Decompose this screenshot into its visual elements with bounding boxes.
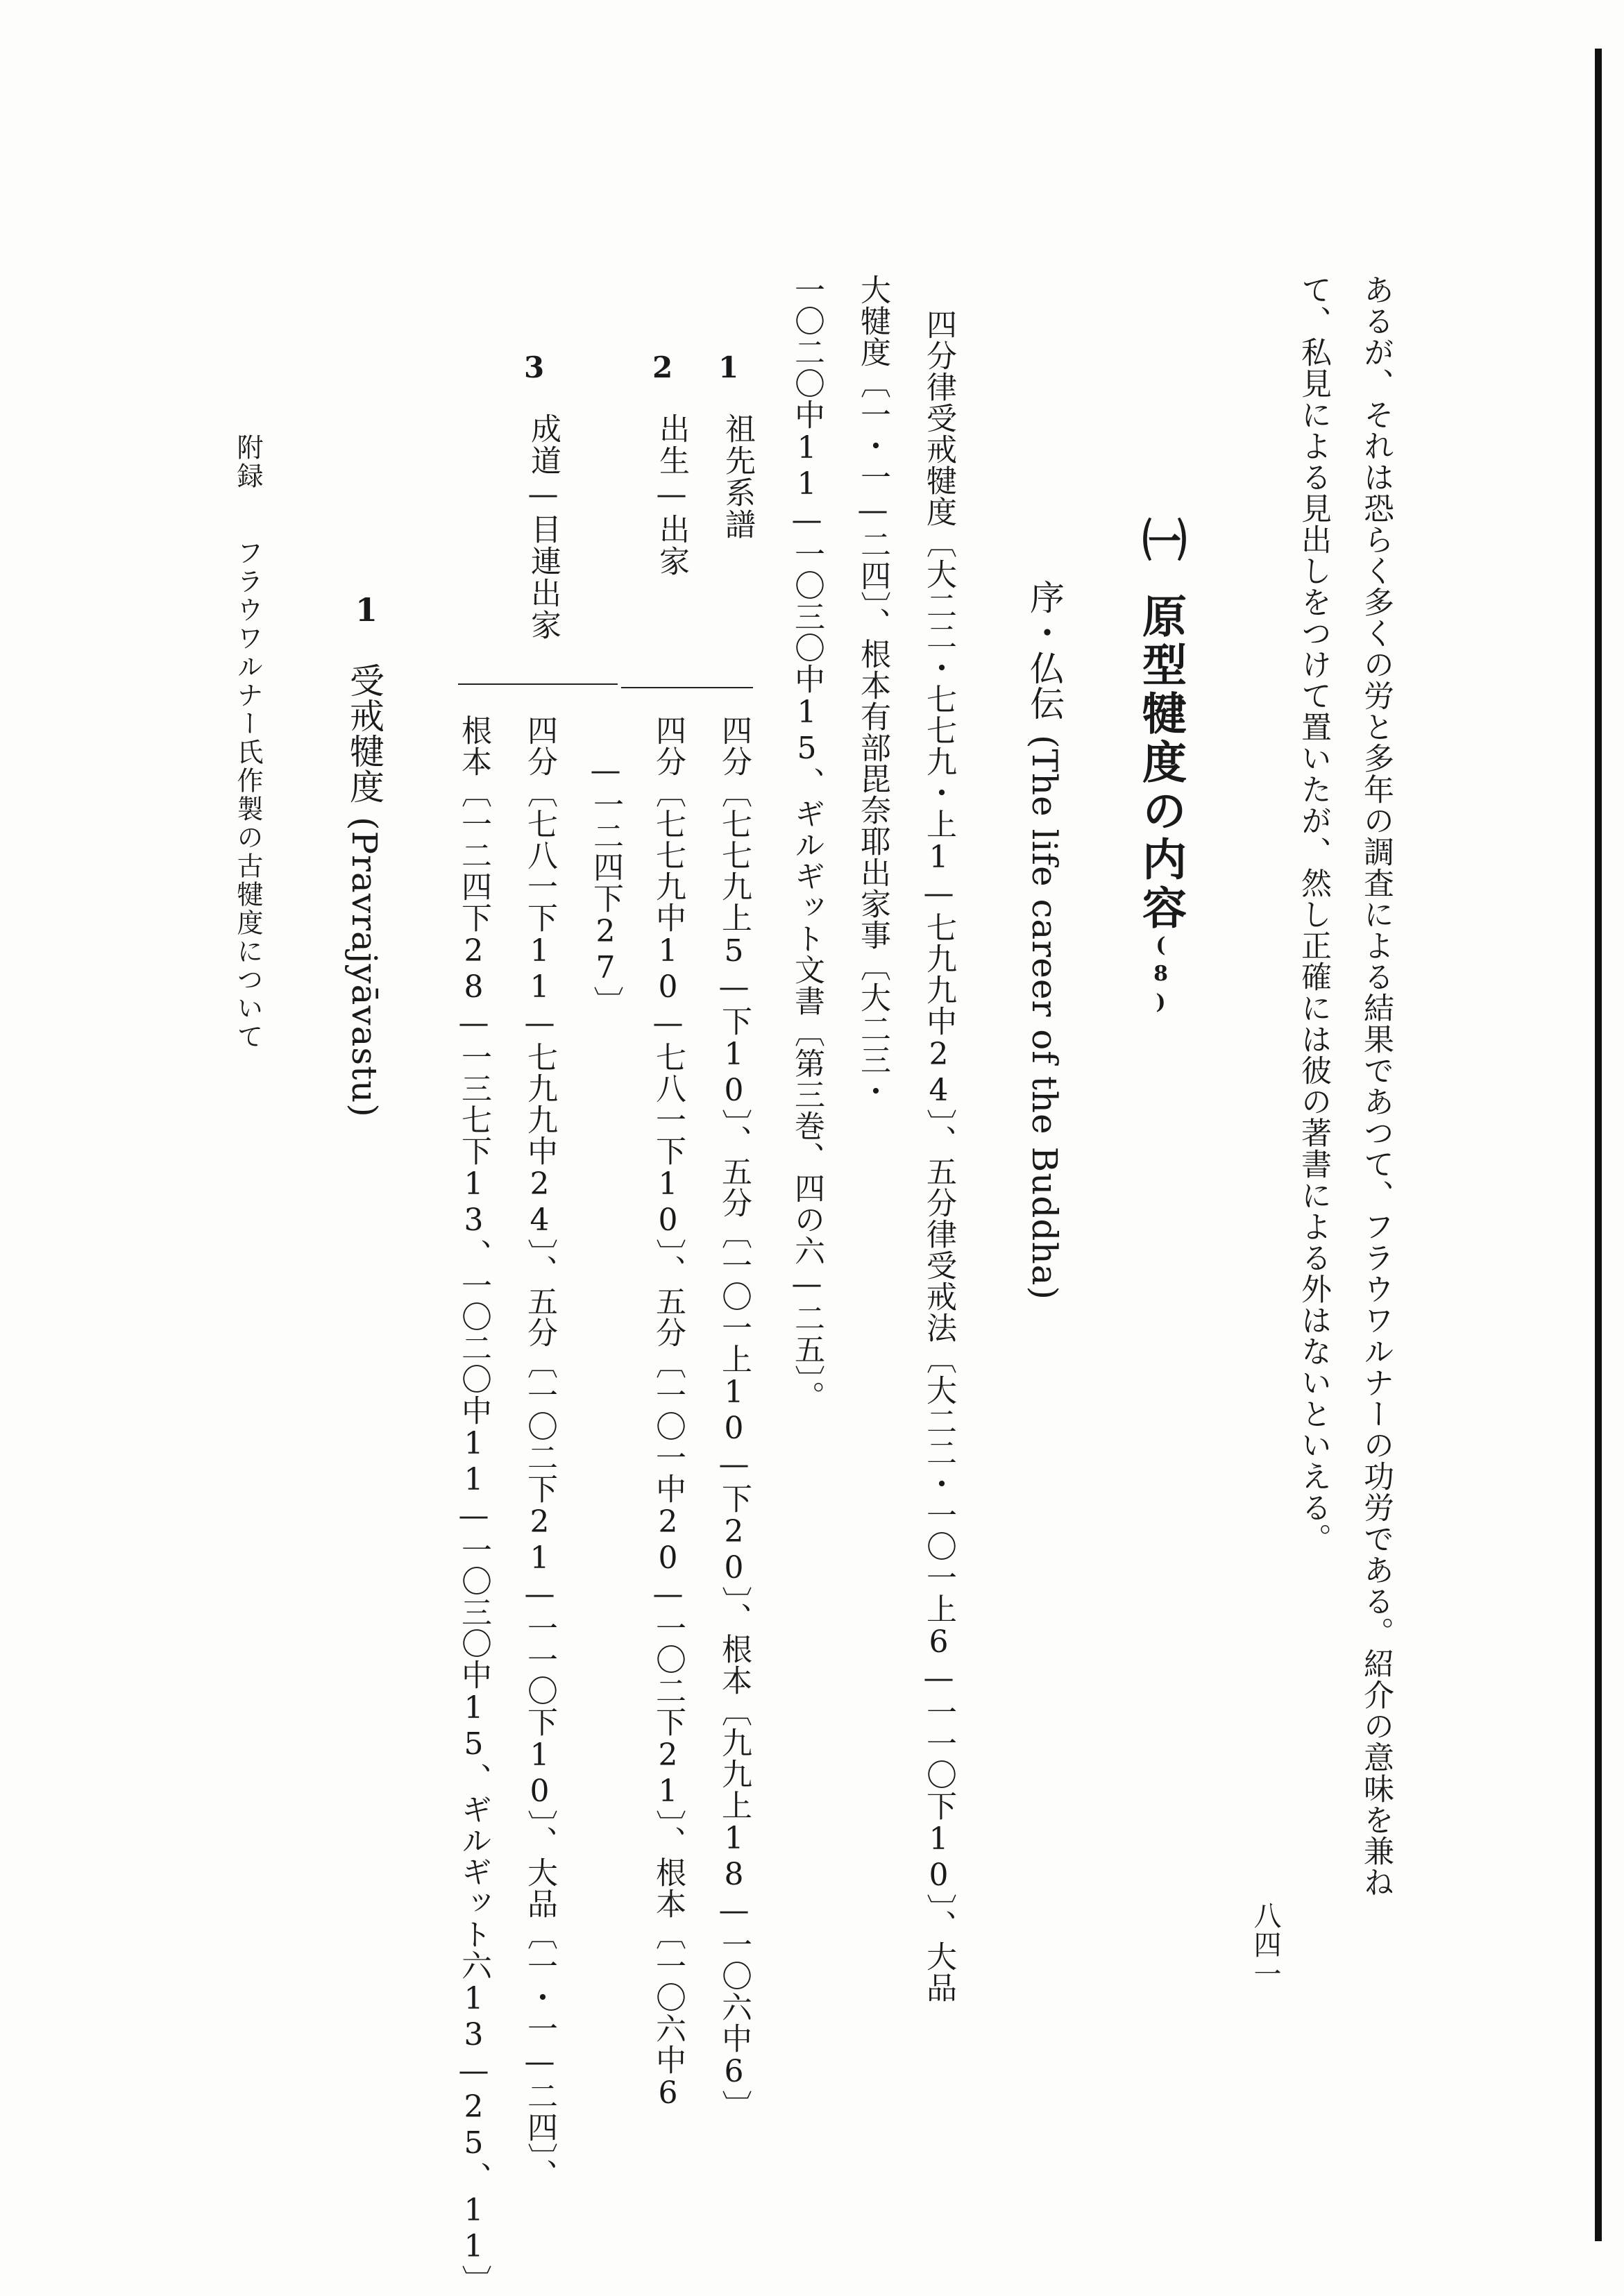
footer-label: 附録: [232, 434, 263, 491]
section-title: 原型犍度の内容: [1135, 593, 1187, 933]
section-heading: [1135, 517, 1187, 1019]
running-title: [229, 434, 267, 1051]
item-3-label: 成道—目連出家: [525, 413, 561, 641]
intro-line-1: あるが、それは恐らく多くの労と多年の調査による結果であつて、フラウワルナーの功労である。紹介の意味を兼ね: [1358, 274, 1394, 1898]
chapter-number: 1: [355, 591, 378, 629]
item-2-number: 2: [652, 350, 673, 384]
item-1-number: 1: [718, 350, 739, 384]
preface-refs-line-2: 大犍度〔一・一—二四〕、根本有部毘奈耶出家事〔大二三・: [855, 274, 890, 1107]
chapter-title: 受戒犍度: [344, 663, 384, 804]
item-2-label: 出生—出家: [654, 413, 689, 577]
item-3-number: 3: [524, 350, 545, 384]
preface-refs-line-3: 一〇二〇中11—一〇三〇中15、ギルギット文書〔第三巻、四の六—二五〕。: [789, 274, 824, 1412]
item-2-refs: 四分〔七七九中10—七八一下10〕、五分〔一〇一中20—一〇二下21〕、根本〔一〇六中6: [650, 715, 686, 2111]
chapter-english: (Pravrajyāvastu): [344, 817, 384, 1118]
chapter-heading: [344, 663, 384, 1118]
preface-refs-line-1: 四分律受戒犍度〔大二二・七七九・上1—七九九中24〕、五分律受戒法〔大二二・一〇一上6—一一〇下10〕、大品: [921, 309, 956, 2003]
preface-english: (The life career of the Buddha): [1024, 735, 1065, 1300]
item-3-refs-cont: 根本〔一二四下28—一三七下13、一〇二〇中11—一〇三〇中15、ギルギット六13—25、11〕: [456, 715, 491, 2296]
preface-heading: [1024, 579, 1065, 1300]
item-divider-lower: [458, 683, 618, 685]
preface-title: 序・仏伝: [1024, 579, 1065, 721]
item-1-refs: 四分〔七七九上5—下10〕、五分〔一〇一上10—下20〕、根本〔九九上18—一〇六中6〕: [716, 715, 752, 2121]
page-edge-rule: [1595, 49, 1602, 2241]
footer-title: フラウワルナー氏作製の古犍度について: [232, 539, 263, 1051]
item-2-refs-cont: —一二四下27〕: [588, 753, 623, 1017]
intro-line-2: て、私見による見出しをつけて置いたが、然し正確には彼の著書による外はないといえる。: [1296, 274, 1331, 1554]
page-number: 八四一: [1249, 1901, 1281, 1989]
item-divider-upper: [621, 687, 753, 688]
item-3-refs: 四分〔七八一下11—七九九中24〕、五分〔一〇二下21—一一〇下10〕、大品〔一・一—二四〕、: [522, 715, 557, 2190]
section-note: (8): [1149, 933, 1173, 1019]
section-marker: ㈠: [1135, 517, 1187, 566]
item-1-label: 祖先系譜: [720, 413, 755, 541]
